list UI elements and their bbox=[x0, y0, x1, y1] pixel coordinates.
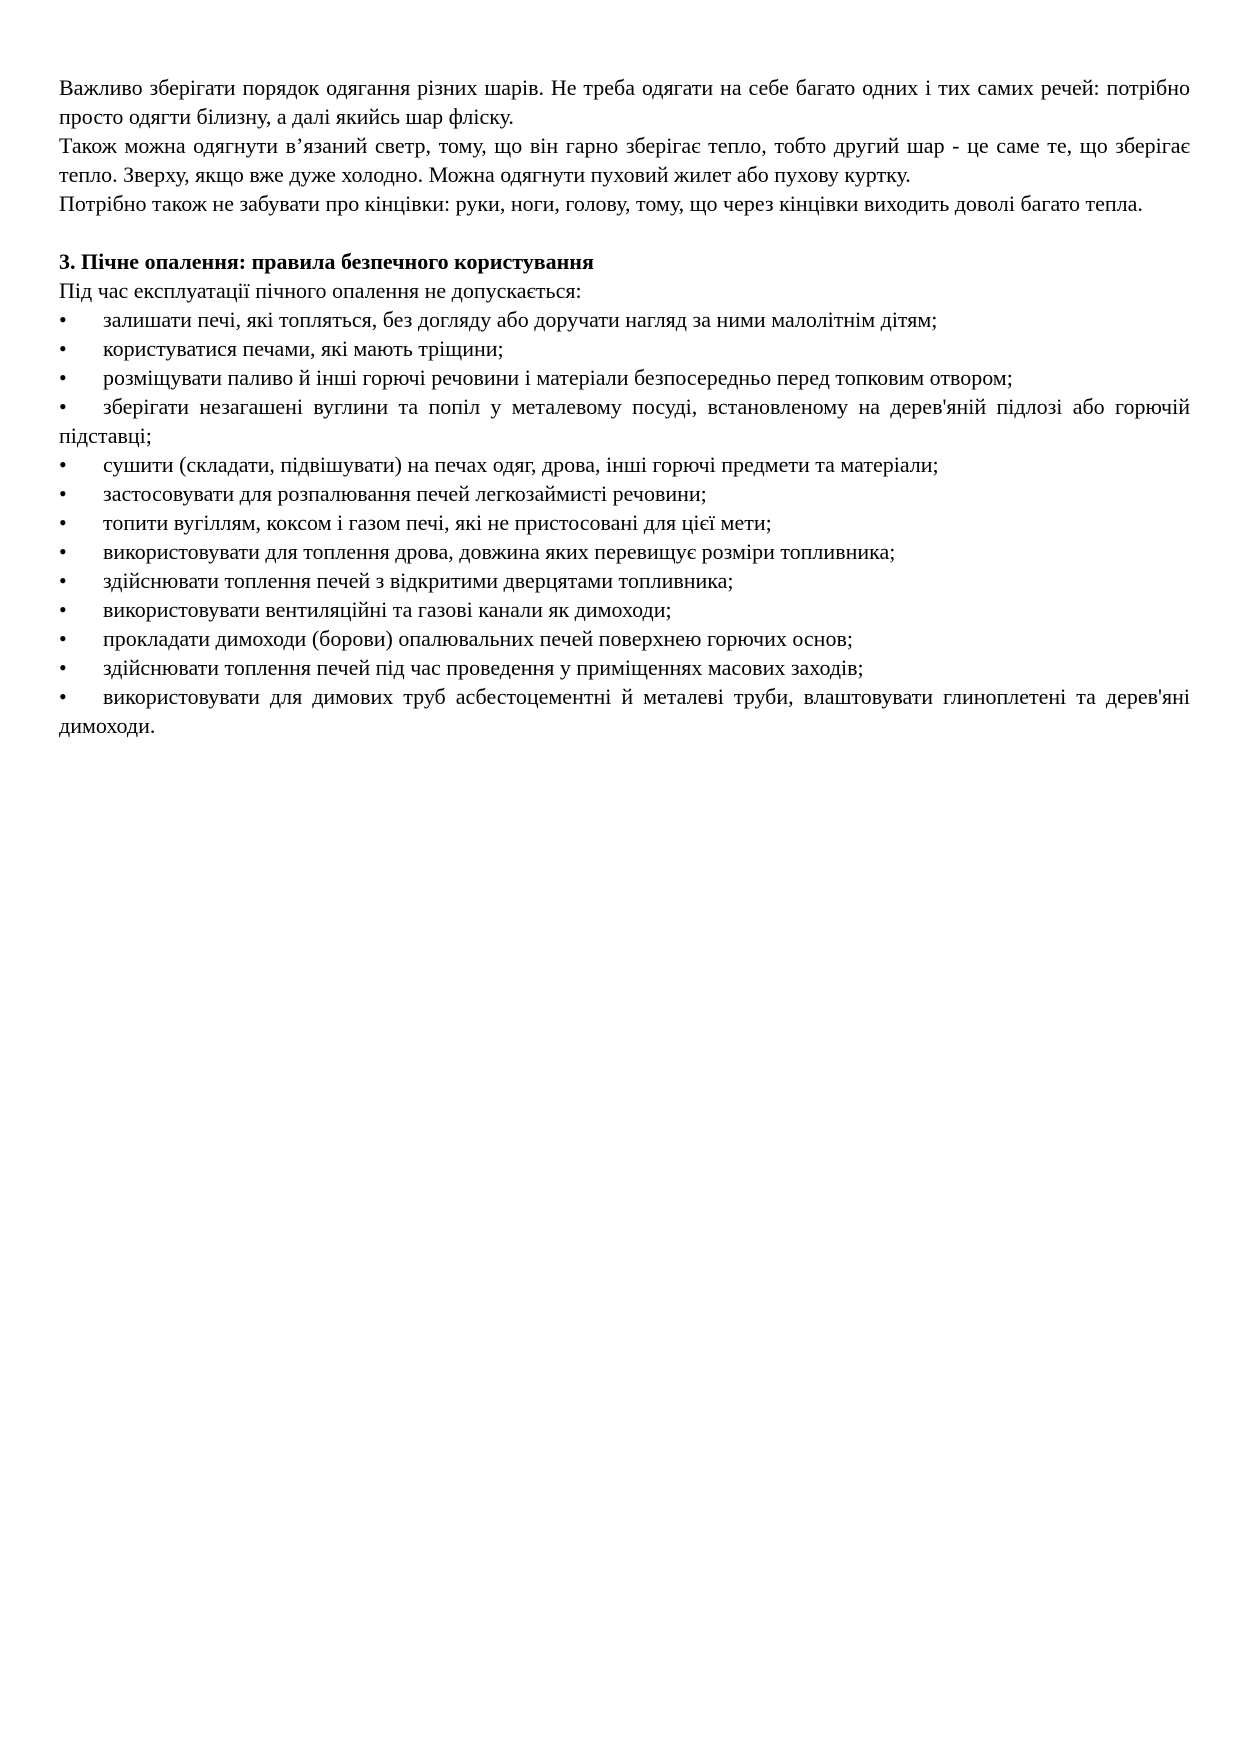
list-item-text: топити вугіллям, коксом і газом печі, які не пристосовані для цієї мети; bbox=[103, 510, 772, 535]
bullet-icon: • bbox=[59, 597, 67, 622]
list-item bbox=[59, 682, 1190, 740]
list-item-text: використовувати для димових труб асбестоцементні й металеві труби, влаштовувати глиноплетені та дерев'яні димоходи. bbox=[59, 684, 1190, 738]
blank-line bbox=[59, 218, 1190, 247]
list-item-text: розміщувати паливо й інші горючі речовини і матеріали безпосередньо перед топковим отвором; bbox=[103, 365, 1013, 390]
page-content bbox=[59, 73, 1190, 740]
bullet-icon: • bbox=[59, 336, 67, 361]
list-item bbox=[59, 363, 1190, 392]
bullet-icon: • bbox=[59, 307, 67, 332]
section-heading: 3. Пічне опалення: правила безпечного користування bbox=[59, 249, 594, 274]
list-item-text: залишати печі, які топляться, без догляду або доручати нагляд за ними малолітнім дітям; bbox=[103, 307, 938, 332]
list-item-text: зберігати незагашені вуглини та попіл у металевому посуді, встановленому на дерев'яній підлозі або горючій підставці; bbox=[59, 394, 1190, 448]
intro-paragraph: Також можна одягнути в’язаний светр, тому, що він гарно зберігає тепло, тобто другий шар - це саме те, що зберігає тепло. Зверху, якщо вже дуже холодно. Можна одягнути пуховий жилет або пухову куртку. bbox=[59, 133, 1190, 187]
list-item-text: користуватися печами, які мають тріщини; bbox=[103, 336, 504, 361]
bullet-icon: • bbox=[59, 655, 67, 680]
list-item bbox=[59, 305, 1190, 334]
bullet-icon: • bbox=[59, 568, 67, 593]
bullet-icon: • bbox=[59, 510, 67, 535]
bullet-icon: • bbox=[59, 626, 67, 651]
list-item-text: здійснювати топлення печей з відкритими дверцятами топливника; bbox=[103, 568, 734, 593]
bullet-icon: • bbox=[59, 539, 67, 564]
list-item bbox=[59, 334, 1190, 363]
list-item-text: прокладати димоходи (борови) опалювальних печей поверхнею горючих основ; bbox=[103, 626, 853, 651]
list-item-text: використовувати для топлення дрова, довжина яких перевищує розміри топливника; bbox=[103, 539, 896, 564]
list-item bbox=[59, 624, 1190, 653]
bullet-icon: • bbox=[59, 684, 67, 709]
intro-paragraph: Потрібно також не забувати про кінцівки: руки, ноги, голову, тому, що через кінцівки виходить доволі багато тепла. bbox=[59, 191, 1143, 216]
list-item bbox=[59, 392, 1190, 450]
list-item bbox=[59, 566, 1190, 595]
bullet-icon: • bbox=[59, 394, 67, 419]
list-item bbox=[59, 537, 1190, 566]
section-lead: Під час експлуатації пічного опалення не допускається: bbox=[59, 278, 582, 303]
list-item-text: здійснювати топлення печей під час проведення у приміщеннях масових заходів; bbox=[103, 655, 864, 680]
list-item-text: застосовувати для розпалювання печей легкозаймисті речовини; bbox=[103, 481, 707, 506]
list-item bbox=[59, 479, 1190, 508]
bullet-icon: • bbox=[59, 365, 67, 390]
list-item bbox=[59, 508, 1190, 537]
list-item-text: використовувати вентиляційні та газові канали як димоходи; bbox=[103, 597, 672, 622]
list-item-text: сушити (складати, підвішувати) на печах одяг, дрова, інші горючі предмети та матеріали; bbox=[103, 452, 939, 477]
intro-paragraph: Важливо зберігати порядок одягання різних шарів. Не треба одягати на себе багато одних і тих самих речей: потрібно просто одягти білизну, а далі якийсь шар фліску. bbox=[59, 75, 1190, 129]
list-item bbox=[59, 595, 1190, 624]
bullet-icon: • bbox=[59, 481, 67, 506]
list-item bbox=[59, 653, 1190, 682]
bullet-icon: • bbox=[59, 452, 67, 477]
list-item bbox=[59, 450, 1190, 479]
prohibition-list bbox=[59, 305, 1190, 740]
